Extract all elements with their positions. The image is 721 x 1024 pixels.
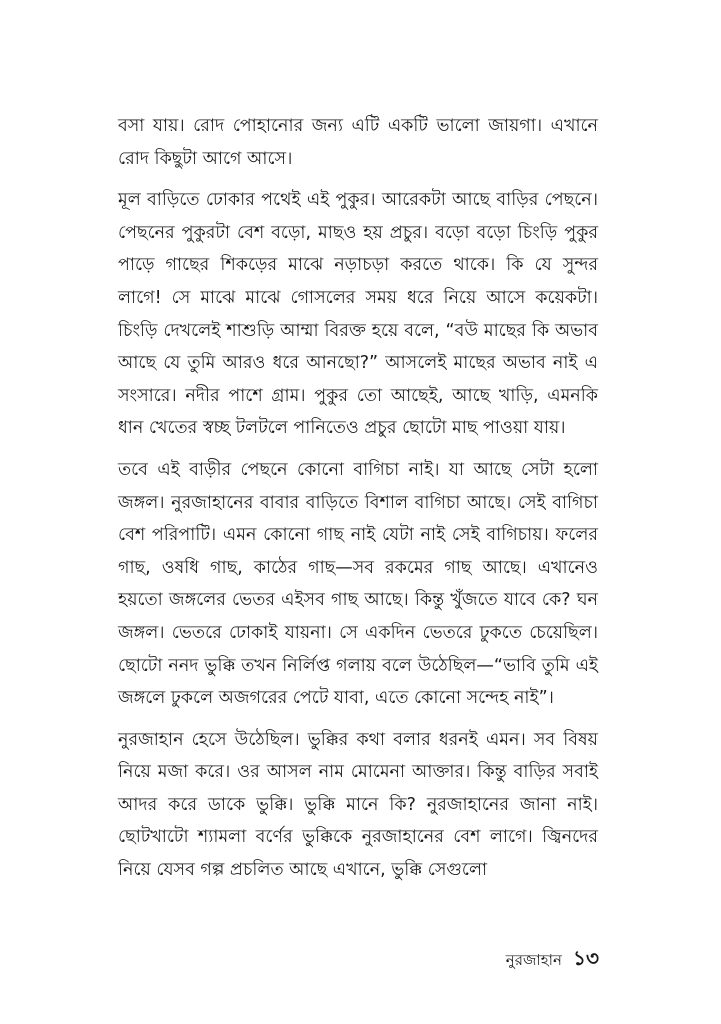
page-footer (506, 944, 599, 977)
running-title: নুরজাহান (505, 951, 562, 969)
paragraph-1: বসা যায়। রোদ পোহানোর জন্য এটি একটি ভালো জায়গা। এখানে রোদ কিছুটা আগে আসে। (118, 116, 598, 169)
paragraph-4: নুরজাহান হেসে উঠেছিল। ভুক্কির কথা বলার ধরনই এমন। সব বিষয় নিয়ে মজা করে। ওর আসল নাম মোমেনা আক্তার। কিন্তু বাড়ির সবাই আদর করে ডাকে ভুক্কি। ভুক্কি মানে কি? নুরজাহানের জানা নাই। ছোটখাটো শ্যামলা বর্ণের ভুক্কিকে নুরজাহানের বেশ লাগে। জ্বিনদের নিয়ে যেসব গল্প প্রচলিত আছে এখানে, ভুক্কি সেগুলো (118, 729, 598, 881)
page-number: ১৩ (573, 946, 599, 970)
body-text (118, 110, 598, 887)
paragraph-2: মূল বাড়িতে ঢোকার পথেই এই পুকুর। আরেকটা আছে বাড়ির পেছনে। পেছনের পুকুরটা বেশ বড়ো, মাছও হয় প্রচুর। বড়ো বড়ো চিংড়ি পুকুর পাড়ে গাছের শিকড়ের মাঝে নড়াচড়া করতে থাকে। কি যে সুন্দর লাগে! সে মাঝে মাঝে গোসলের সময় ধরে নিয়ে আসে কয়েকটা। চিংড়ি দেখলেই শাশুড়ি আম্মা বিরক্ত হয়ে বলে, “বউ মাছের কি অভাব আছে যে তুমি আরও ধরে আনছো?” আসলেই মাছের অভাব নাই এ সংসারে। নদীর পাশে গ্রাম। পুকুর তো আছেই, আছে খাড়ি, এমনকি ধান খেতের স্বচ্ছ টলটলে পানিতেও প্রচুর ছোটো মাছ পাওয়া যায়। (118, 190, 598, 439)
paragraph-3: তবে এই বাড়ীর পেছনে কোনো বাগিচা নাই। যা আছে সেটা হলো জঙ্গল। নুরজাহানের বাবার বাড়িতে বিশাল বাগিচা আছে। সেই বাগিচা বেশ পরিপাটি। এমন কোনো গাছ নাই যেটা নাই সেই বাগিচায়। ফলের গাছ, ওষধি গাছ, কাঠের গাছ—সব রকমের গাছ আছে। এখানেও হয়তো জঙ্গলের ভেতর এইসব গাছ আছে। কিন্তু খুঁজতে যাবে কে? ঘন জঙ্গল। ভেতরে ঢোকাই যায়না। সে একদিন ভেতরে ঢুকতে চেয়েছিল। ছোটো ননদ ভুক্কি তখন নির্লিপ্ত গলায় বলে উঠেছিল—“ভাবি তুমি এই জঙ্গলে ঢুকলে অজগরের পেটে যাবা, এতে কোনো সন্দেহ নাই”। (118, 459, 598, 709)
